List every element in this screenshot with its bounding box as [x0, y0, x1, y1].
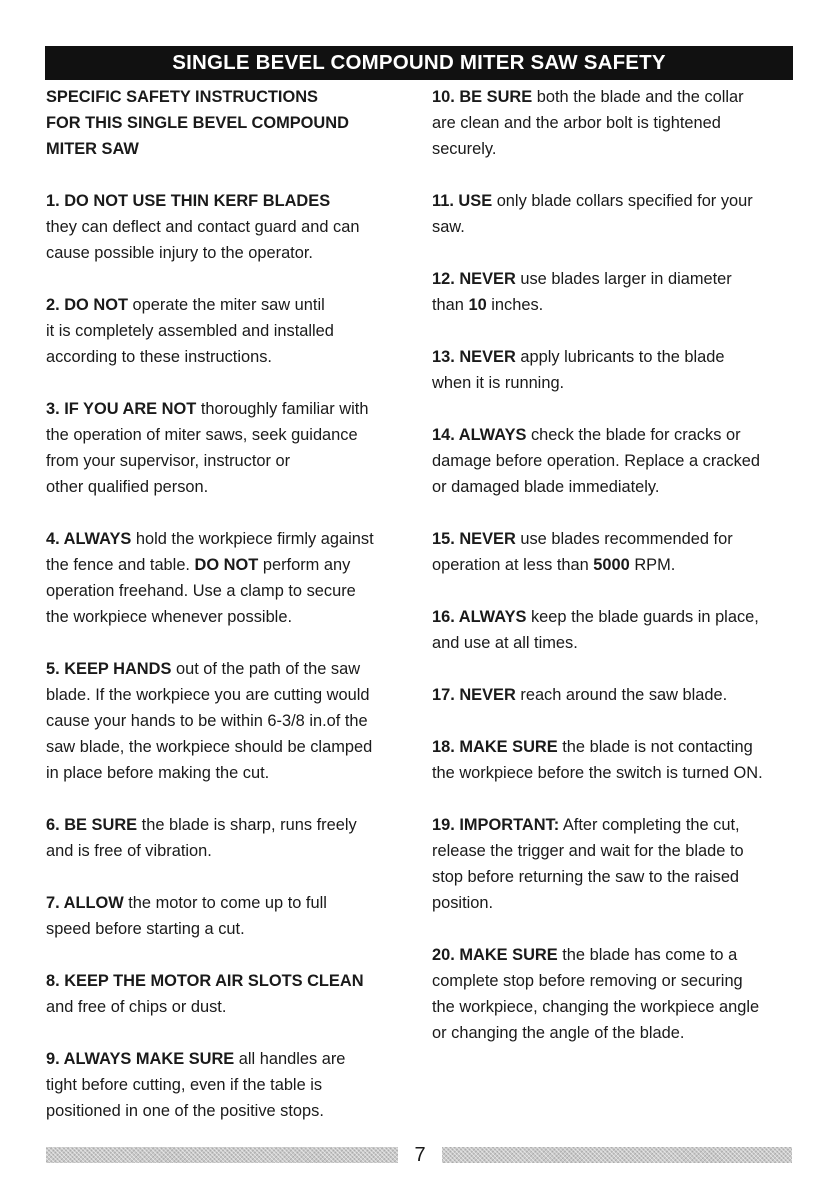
item-first-line — [46, 188, 418, 214]
item-line: the operation of miter saws, seek guidance — [46, 426, 358, 444]
item-first-line — [46, 1046, 418, 1072]
item-line: from your supervisor, instructor or — [46, 452, 291, 470]
item-keyword: 15. NEVER — [432, 530, 516, 548]
item-text: the blade is sharp, runs freely — [137, 816, 357, 834]
item-first-line — [46, 968, 418, 994]
item-text: the motor to come up to full — [123, 894, 327, 912]
item-keyword: DO NOT — [194, 556, 259, 574]
item-first-line — [432, 682, 804, 708]
item-line: the workpiece before the switch is turned ON. — [432, 764, 763, 782]
item-line — [432, 552, 804, 578]
item-line: and use at all times. — [432, 634, 578, 652]
item-text: hold the workpiece firmly against — [131, 530, 374, 548]
footer-pattern-right — [442, 1147, 792, 1163]
safety-item — [432, 812, 804, 916]
item-keyword: 5. KEEP HANDS — [46, 660, 172, 678]
item-line: and is free of vibration. — [46, 842, 212, 860]
section-heading — [46, 84, 418, 162]
item-line: or damaged blade immediately. — [432, 478, 660, 496]
item-first-line — [46, 292, 418, 318]
safety-item — [46, 656, 418, 786]
item-keyword: 8. KEEP THE MOTOR AIR SLOTS CLEAN — [46, 972, 364, 990]
item-first-line — [432, 266, 804, 292]
safety-item — [46, 890, 418, 942]
safety-item — [46, 1046, 418, 1124]
heading-line: MITER SAW — [46, 140, 139, 158]
left-column — [46, 84, 418, 1150]
item-first-line — [432, 734, 804, 760]
item-line: cause possible injury to the operator. — [46, 244, 313, 262]
item-text: the fence and table. — [46, 556, 195, 574]
item-first-line — [432, 604, 804, 630]
item-text: thoroughly familiar with — [196, 400, 369, 418]
item-text: all handles are — [234, 1050, 346, 1068]
item-keyword: 13. NEVER — [432, 348, 516, 366]
heading-line: FOR THIS SINGLE BEVEL COMPOUND — [46, 114, 349, 132]
item-line: position. — [432, 894, 494, 912]
item-text: out of the path of the saw — [171, 660, 361, 678]
item-line: they can deflect and contact guard and can — [46, 218, 360, 236]
page-number: 7 — [414, 1144, 426, 1166]
item-first-line — [432, 942, 804, 968]
item-line: other qualified person. — [46, 478, 209, 496]
right-column — [432, 84, 804, 1072]
safety-item — [432, 942, 804, 1046]
item-text: the blade has come to a — [557, 946, 738, 964]
item-text: keep the blade guards in place, — [526, 608, 759, 626]
heading-line: SPECIFIC SAFETY INSTRUCTIONS — [46, 88, 318, 106]
item-keyword: 19. IMPORTANT: — [432, 816, 560, 834]
item-text: perform any — [258, 556, 351, 574]
page-title-banner: SINGLE BEVEL COMPOUND MITER SAW SAFETY — [45, 46, 793, 80]
item-first-line — [46, 656, 418, 682]
item-first-line — [432, 812, 804, 838]
item-first-line — [432, 344, 804, 370]
safety-item — [432, 682, 804, 708]
item-keyword: 20. MAKE SURE — [432, 946, 558, 964]
item-keyword: 14. ALWAYS — [432, 426, 527, 444]
item-line: operation freehand. Use a clamp to secure — [46, 582, 356, 600]
safety-item — [432, 84, 804, 162]
item-keyword: 10. BE SURE — [432, 88, 533, 106]
item-keyword: 12. NEVER — [432, 270, 516, 288]
item-line: saw blade, the workpiece should be clamped — [46, 738, 373, 756]
item-first-line — [46, 526, 418, 552]
item-line: the workpiece, changing the workpiece angle — [432, 998, 760, 1016]
safety-item — [46, 292, 418, 370]
item-keyword: 4. ALWAYS — [46, 530, 132, 548]
item-line: positioned in one of the positive stops. — [46, 1102, 324, 1120]
safety-list-left — [46, 188, 418, 1124]
item-keyword: 9. ALWAYS MAKE SURE — [46, 1050, 235, 1068]
safety-item — [432, 344, 804, 396]
item-keyword: 6. BE SURE — [46, 816, 138, 834]
item-first-line — [46, 890, 418, 916]
item-keyword: 3. IF YOU ARE NOT — [46, 400, 197, 418]
item-keyword: 16. ALWAYS — [432, 608, 527, 626]
item-text: operation at less than — [432, 556, 594, 574]
item-keyword: 17. NEVER — [432, 686, 516, 704]
item-line: tight before cutting, even if the table is — [46, 1076, 323, 1094]
item-text: only blade collars specified for your — [492, 192, 753, 210]
item-text: both the blade and the collar — [532, 88, 744, 106]
item-line: cause your hands to be within 6-3/8 in.of the — [46, 712, 368, 730]
item-line — [46, 552, 418, 578]
safety-item — [432, 734, 804, 786]
item-first-line — [432, 84, 804, 110]
item-line: and free of chips or dust. — [46, 998, 227, 1016]
safety-item — [432, 266, 804, 318]
item-line: are clean and the arbor bolt is tightened — [432, 114, 721, 132]
item-line: the workpiece whenever possible. — [46, 608, 292, 626]
item-line: securely. — [432, 140, 497, 158]
item-line: damage before operation. Replace a cracked — [432, 452, 761, 470]
item-first-line — [46, 396, 418, 422]
item-first-line — [46, 812, 418, 838]
safety-item — [46, 526, 418, 630]
item-line: saw. — [432, 218, 465, 236]
safety-item — [432, 604, 804, 656]
item-text: use blades larger in diameter — [515, 270, 732, 288]
item-text: the blade is not contacting — [557, 738, 753, 756]
item-line: release the trigger and wait for the blade to — [432, 842, 744, 860]
item-text: than — [432, 296, 469, 314]
item-text: reach around the saw blade. — [515, 686, 728, 704]
item-line: complete stop before removing or securing — [432, 972, 743, 990]
item-text: inches. — [486, 296, 544, 314]
item-line: blade. If the workpiece you are cutting would — [46, 686, 370, 704]
item-text: apply lubricants to the blade — [515, 348, 725, 366]
item-text: RPM. — [629, 556, 676, 574]
safety-item — [432, 188, 804, 240]
item-line: stop before returning the saw to the raised — [432, 868, 740, 886]
item-line: speed before starting a cut. — [46, 920, 245, 938]
item-keyword: 11. USE — [432, 192, 493, 210]
item-line: it is completely assembled and installed — [46, 322, 334, 340]
safety-item — [432, 422, 804, 500]
item-line: when it is running. — [432, 374, 565, 392]
item-text: operate the miter saw until — [127, 296, 325, 314]
safety-item — [46, 188, 418, 266]
item-keyword: 1. DO NOT USE THIN KERF BLADES — [46, 192, 331, 210]
item-keyword: 18. MAKE SURE — [432, 738, 558, 756]
safety-item — [46, 968, 418, 1020]
safety-item — [46, 812, 418, 864]
page-footer — [0, 1145, 838, 1165]
item-text: check the blade for cracks or — [526, 426, 741, 444]
item-text: use blades recommended for — [515, 530, 733, 548]
item-text: After completing the cut, — [559, 816, 740, 834]
item-keyword: 2. DO NOT — [46, 296, 128, 314]
item-first-line — [432, 188, 804, 214]
item-keyword: 7. ALLOW — [46, 894, 124, 912]
item-keyword: 10 — [468, 296, 487, 314]
item-line — [432, 292, 804, 318]
item-line: or changing the angle of the blade. — [432, 1024, 685, 1042]
item-line: in place before making the cut. — [46, 764, 270, 782]
item-keyword: 5000 — [593, 556, 630, 574]
item-line: according to these instructions. — [46, 348, 272, 366]
safety-item — [432, 526, 804, 578]
item-first-line — [432, 526, 804, 552]
safety-list-right — [432, 84, 804, 1046]
footer-pattern-left — [46, 1147, 398, 1163]
safety-item — [46, 396, 418, 500]
item-first-line — [432, 422, 804, 448]
